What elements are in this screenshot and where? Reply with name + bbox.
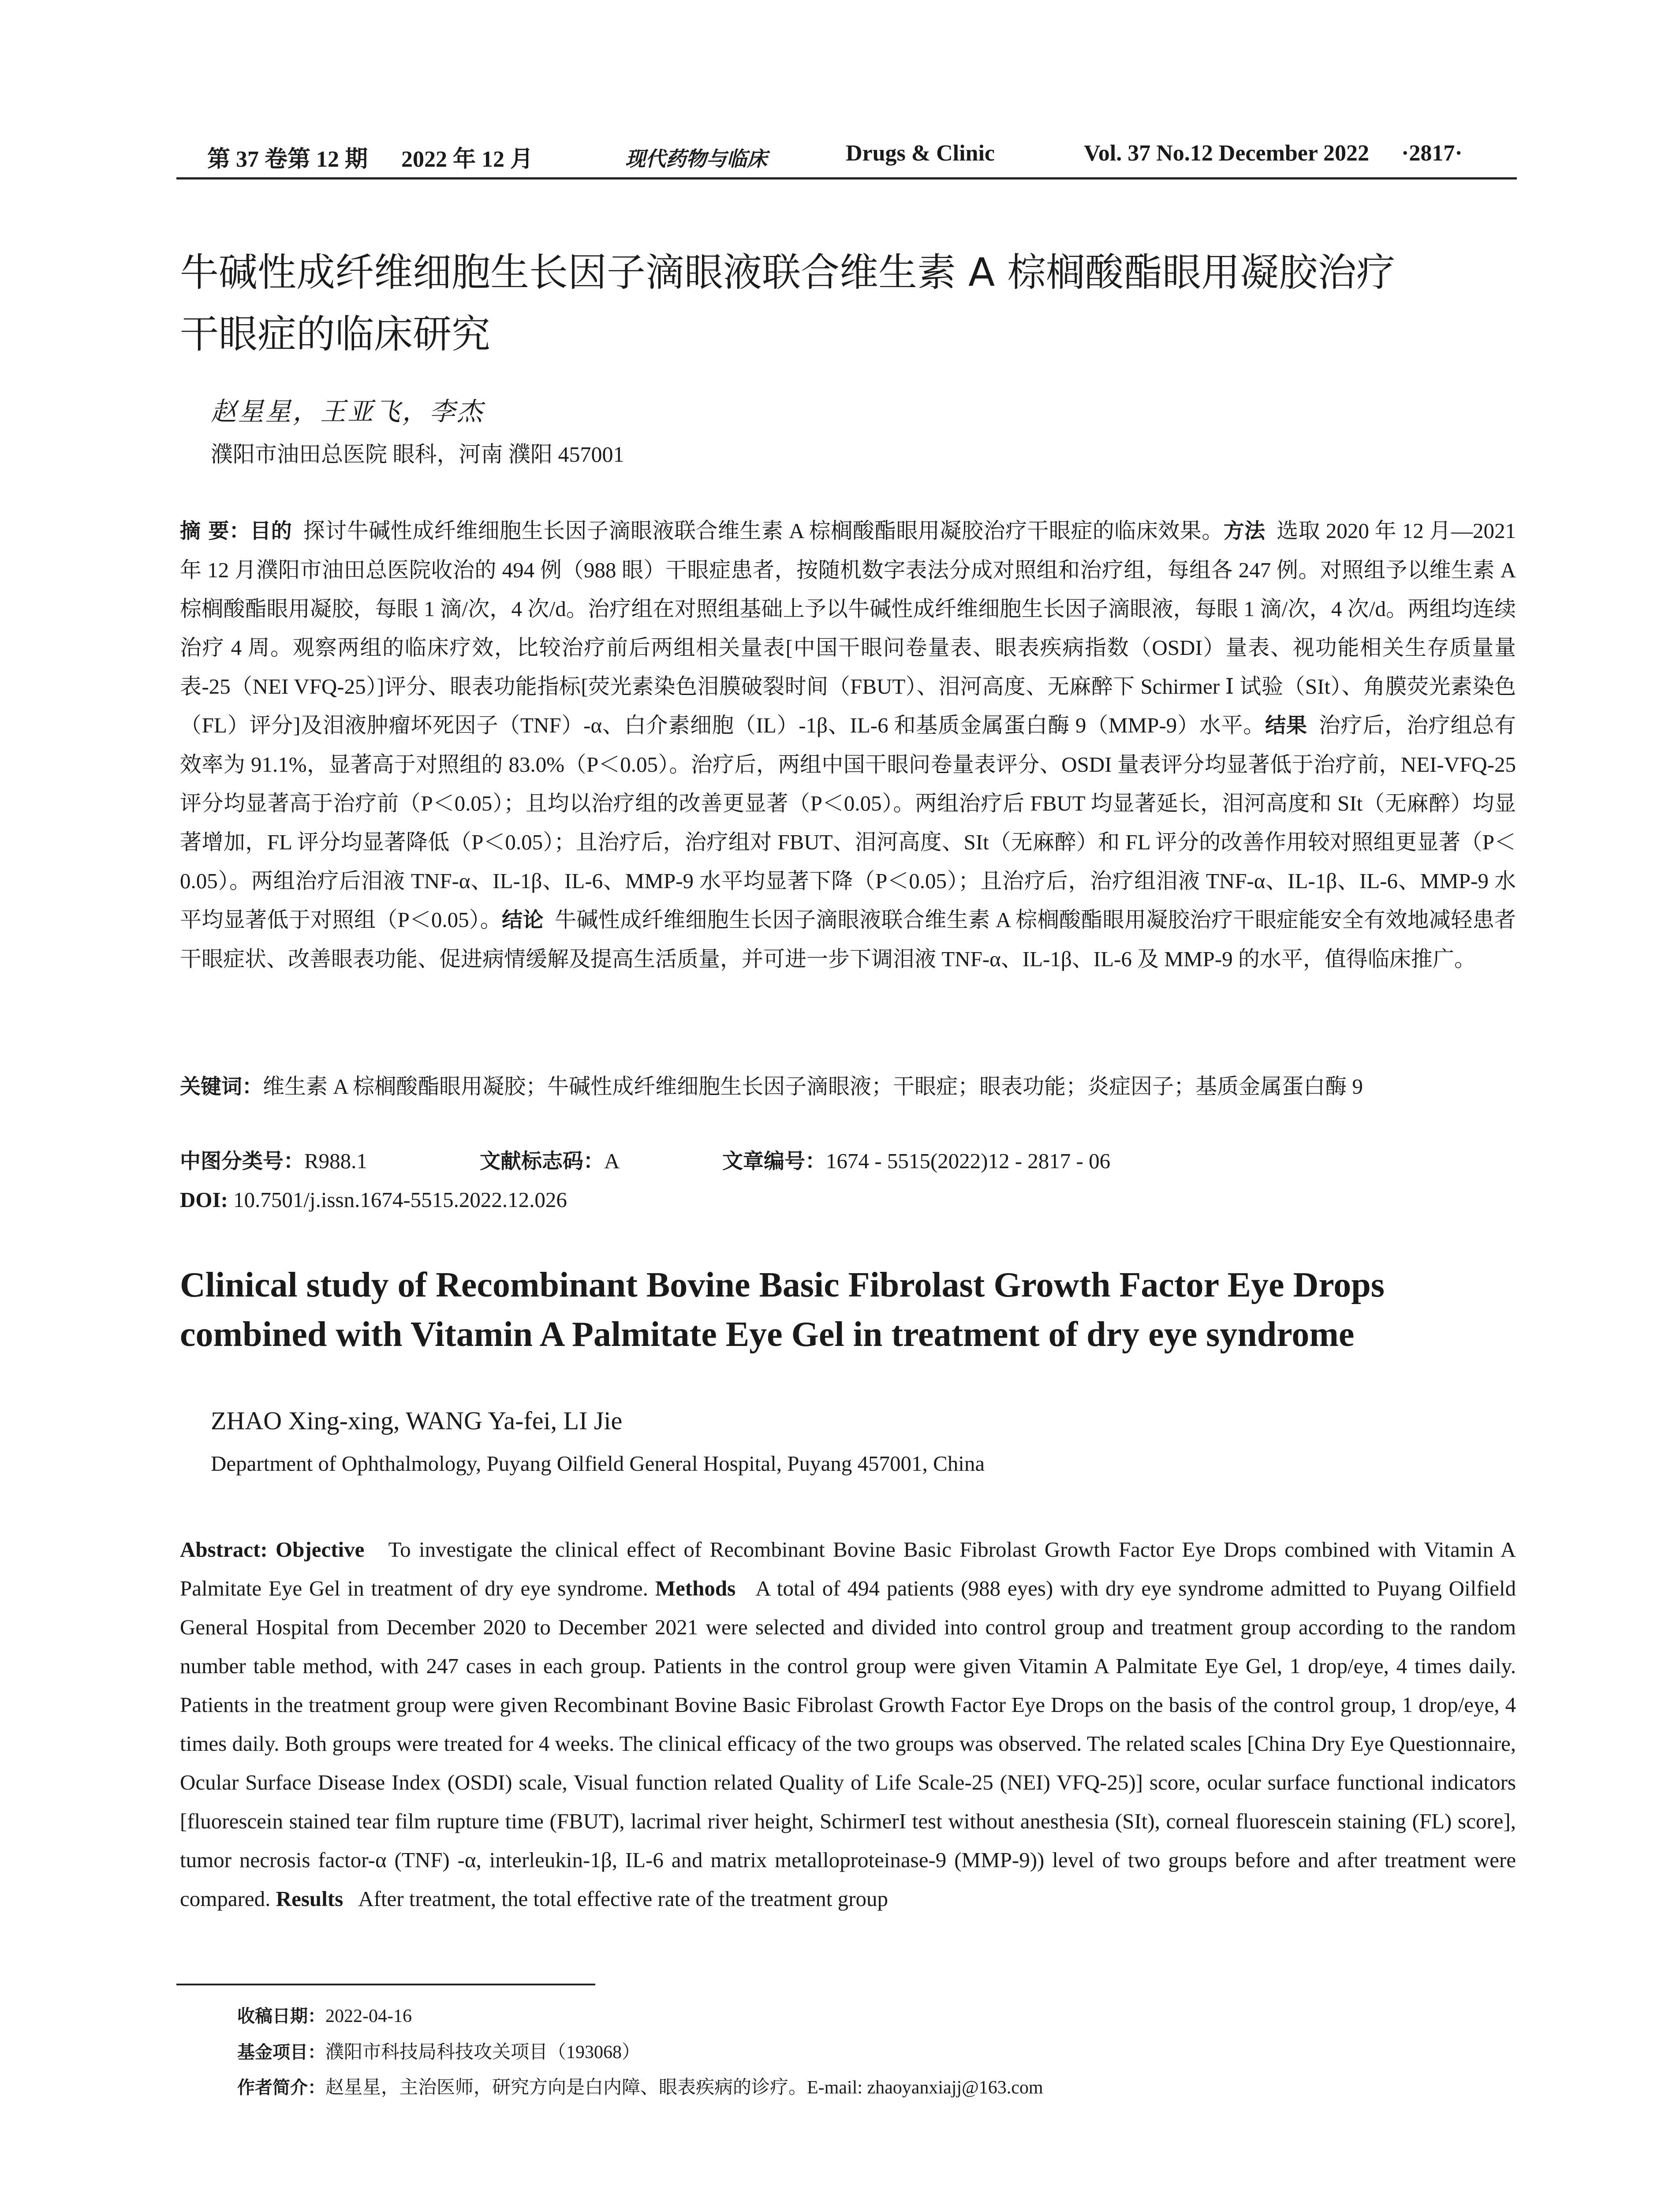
footnote-author-label: 作者简介： [237,2078,325,2098]
footnote-fund-value: 濮阳市科技局科技攻关项目（193068） [325,2042,641,2063]
header-date-cn: 2022 年 12 月 [401,147,534,172]
abstract-cn-objective-label: 目的 [250,519,292,543]
header-rule [176,177,1517,179]
title-cn-line1: 牛碱性成纤维细胞生长因子滴眼液联合维生素 A 棕榈酸酯眼用凝胶治疗 [180,250,1396,295]
header-volume-en: Vol. 37 No.12 December 2022 [1084,141,1370,166]
title-cn [180,242,1516,365]
document-code-label: 文献标志码： [480,1149,604,1174]
footnote-fund-label: 基金项目： [237,2042,325,2063]
keywords-cn [180,1067,1516,1106]
doi-value: 10.7501/j.issn.1674-5515.2022.12.026 [233,1188,567,1212]
abstract-cn-conclusion-label: 结论 [502,908,544,932]
footnote-author-value: 赵星星，主治医师，研究方向是白内障、眼表疾病的诊疗。E-mail: zhaoyanxiajj@163.com [325,2078,1043,2098]
article-number [722,1145,1110,1174]
title-en [180,1260,1516,1359]
abstract-en-methods-label: Methods [655,1576,736,1600]
doi-label: DOI: [180,1188,228,1212]
article-number-value: 1674 - 5515(2022)12 - 2817 - 06 [826,1149,1111,1173]
document-code [480,1145,620,1174]
abstract-cn-objective: 探讨牛碱性成纤维细胞生长因子滴眼液联合维生素 A 棕榈酸酯眼用凝胶治疗干眼症的临床效果。 [303,519,1224,543]
clc-label: 中图分类号： [180,1149,304,1174]
abstract-en-results-label: Results [276,1887,343,1911]
keywords-cn-text: 维生素 A 棕榈酸酯眼用凝胶；牛碱性成纤维细胞生长因子滴眼液；干眼症；眼表功能；炎症因子；基质金属蛋白酶 9 [263,1074,1363,1099]
title-cn-line2: 干眼症的临床研究 [180,311,491,357]
header-journal-en: Drugs & Clinic [846,141,995,166]
clc-code [180,1145,367,1174]
abstract-en-objective-label: Objective [276,1537,365,1562]
authors-cn: 赵星星，王亚飞，李杰 [211,397,485,426]
abstract-cn-conclusion: 牛碱性成纤维细胞生长因子滴眼液联合维生素 A 棕榈酸酯眼用凝胶治疗干眼症能安全有效地减轻患者干眼症状、改善眼表功能、促进病情缓解及提高生活质量，并可进一步下调泪液 TNF-α、IL-1β、IL-6 及 MMP-9 的水平，值得临床推广。 [180,908,1516,971]
abstract-cn-methods-label: 方法 [1223,519,1266,543]
footnote-received-value: 2022-04-16 [325,2006,412,2026]
abstract-cn-label: 摘 要： [180,519,250,543]
authors-en: ZHAO Xing-xing, WANG Ya-fei, LI Jie [211,1406,623,1435]
header-page-number: ·2817· [1401,141,1463,166]
abstract-en [180,1530,1516,1918]
abstract-cn-results: 治疗后，治疗组总有效率为 91.1%，显著高于对照组的 83.0%（P＜0.05）。治疗后，两组中国干眼问卷量表评分、OSDI 量表评分均显著低于治疗前，NEI-VFQ-25 评分均显著高于治疗前（P＜0.05）；且均以治疗组的改善更显著（P＜0.05）。两组治疗后 FBUT 均显著延长，泪河高度和 SIt（无麻醉）均显著增加，FL 评分均显著降低（P＜0.05）；且治疗后，治疗组对 FBUT、泪河高度、SIt（无麻醉）和 FL 评分的改善作用较对照组更显著（P＜0.05）。两组治疗后泪液 TNF-α、IL-1β、IL-6、MMP-9 水平均显著下降（P＜0.05）；且治疗后，治疗组泪液 TNF-α、IL-1β、IL-6、MMP-9 水平均显著低于对照组（P＜0.05）。 [180,713,1516,932]
abstract-cn-methods: 选取 2020 年 12 月—2021 年 12 月濮阳市油田总医院收治的 494 例（988 眼）干眼症患者，按随机数字表法分成对照组和治疗组，每组各 247 例。对照组予以维生素 A 棕榈酸酯眼用凝胶，每眼 1 滴/次，4 次/d。治疗组在对照组基础上予以牛碱性成纤维细胞生长因子滴眼液，每眼 1 滴/次，4 次/d。两组均连续治疗 4 周。观察两组的临床疗效，比较治疗前后两组相关量表[中国干眼问卷量表、眼表疾病指数（OSDI）量表、视功能相关生存质量量表-25（NEI VFQ-25）]评分、眼表功能指标[荧光素染色泪膜破裂时间（FBUT）、泪河高度、无麻醉下 Schirmer Ⅰ 试验（SIt）、角膜荧光素染色（FL）评分]及泪液肿瘤坏死因子（TNF）-α、白介素细胞（IL）-1β、IL-6 和基质金属蛋白酶 9（MMP-9）水平。 [180,519,1516,737]
abstract-en-results: After treatment, the total effective rate of the treatment group [358,1887,888,1911]
title-en-line1: Clinical study of Recombinant Bovine Basic Fibrolast Growth Factor Eye Drops [180,1266,1385,1304]
footnote-received-label: 收稿日期： [237,2006,325,2026]
abstract-en-label: Abstract: [180,1537,268,1562]
keywords-cn-label: 关键词： [180,1075,263,1099]
footnote-received [237,2002,412,2027]
abstract-cn-results-label: 结果 [1265,714,1307,738]
footnote-author [237,2073,1043,2099]
abstract-en-methods: A total of 494 patients (988 eyes) with dry eye syndrome admitted to Puyang Oilfield General Hospital from December 2020 to December 2021 were selected and divided into control group and treatment group according to the random number table method, with 247 cases in each group. Patients in the control group were given Vitamin A Palmitate Eye Gel, 1 drop/eye, 4 times daily. Patients in the treatment group were given Recombinant Bovine Basic Fibrolast Growth Factor Eye Drops on the basis of the control group, 1 drop/eye, 4 times daily. Both groups were treated for 4 weeks. The clinical efficacy of the two groups was observed. The related scales [China Dry Eye Questionnaire, Ocular Surface Disease Index (OSDI) scale, Visual function related Quality of Life Scale-25 (NEI) VFQ-25)] score, ocular surface functional indicators [fluorescein stained tear film rupture time (FBUT), lacrimal river height, SchirmerI test without anesthesia (SIt), corneal fluorescein staining (FL) score], tumor necrosis factor-α (TNF) -α, interleukin-1β, IL-6 and matrix metalloproteinase-9 (MMP-9)) level of two groups before and after treatment were compared. [180,1576,1516,1911]
abstract-cn [180,512,1516,979]
document-code-value: A [604,1149,620,1173]
affiliation-cn: 濮阳市油田总医院 眼科，河南 濮阳 457001 [211,442,624,467]
footnote-fund [237,2037,640,2064]
article-number-label: 文章编号： [722,1149,826,1174]
header-journal-cn: 现代药物与临床 [625,147,767,171]
title-en-line2: combined with Vitamin A Palmitate Eye Gel in treatment of dry eye syndrome [180,1315,1355,1354]
clc-value: R988.1 [304,1149,367,1173]
abstract-en-objective: To investigate the clinical effect of Recombinant Bovine Basic Fibrolast Growth Factor Eye Drops combined with Vitamin A Palmitate Eye Gel in treatment of dry eye syndrome. [180,1537,1516,1600]
affiliation-en: Department of Ophthalmology, Puyang Oilfield General Hospital, Puyang 457001, China [211,1451,985,1476]
header-volume-cn: 第 37 卷第 12 期 [207,147,368,172]
footnote-rule [176,1984,595,1985]
doi [180,1187,567,1212]
